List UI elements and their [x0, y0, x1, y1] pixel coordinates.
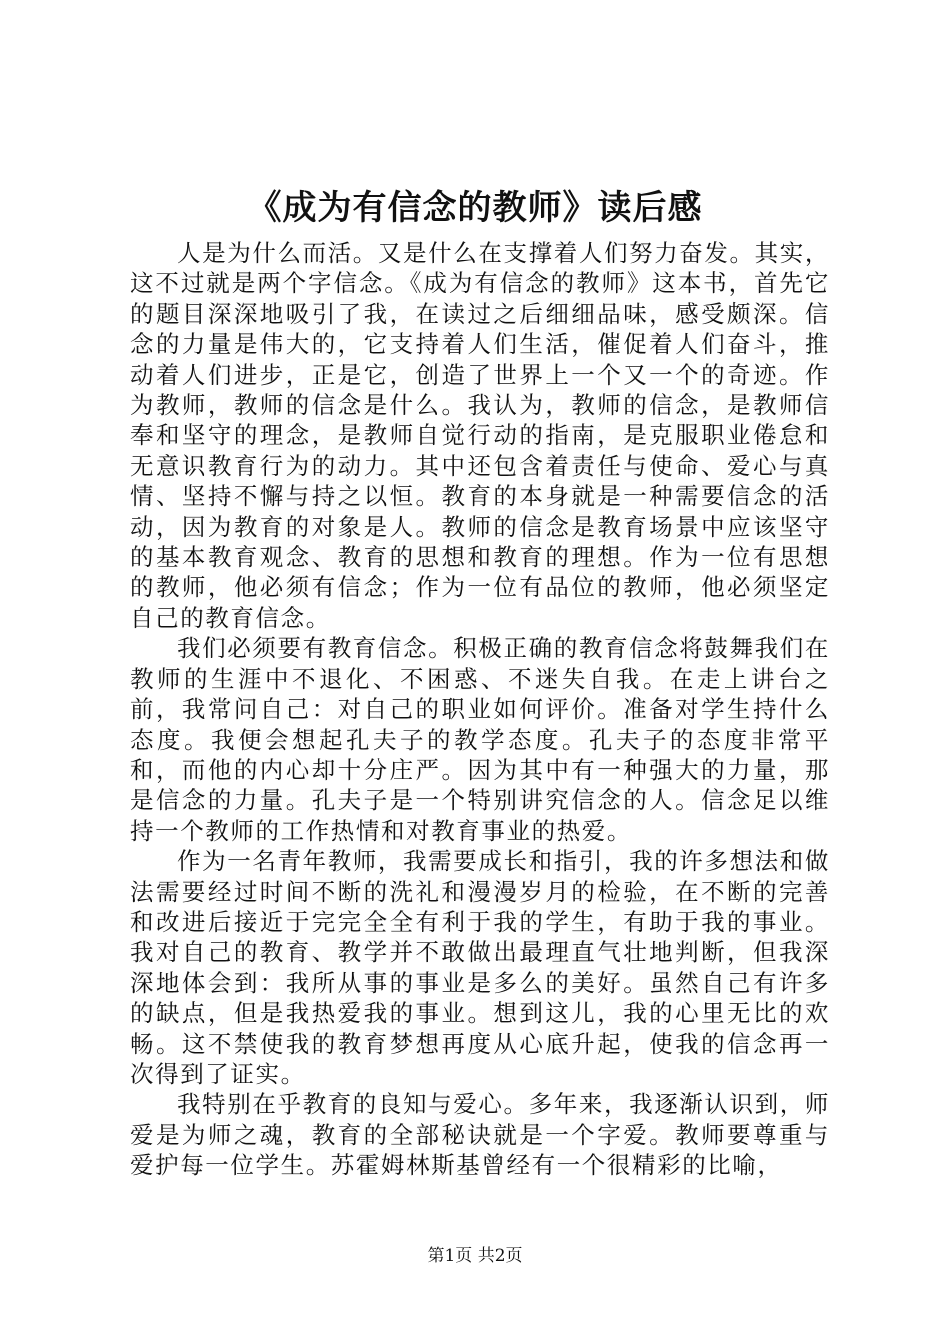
page-number-footer: 第1页 共2页 [427, 1246, 523, 1266]
document-body [130, 238, 830, 1181]
paragraph: 人是为什么而活。又是什么在支撑着人们努力奋发。其实，这不过就是两个字信念。《成为有信念的教师》这本书，首先它的题目深深地吸引了我，在读过之后细细品味，感受颇深。信念的力量是伟大的，它支持着人们生活，催促着人们奋斗，推动着人们进步，正是它，创造了世界上一个又一个的奇迹。作为教师，教师的信念是什么。我认为，教师的信念，是教师信奉和坚守的理念，是教师自觉行动的指南，是克服职业倦怠和无意识教育行为的动力。其中还包含着责任与使命、爱心与真情、坚持不懈与持之以恒。教育的本身就是一种需要信念的活动，因为教育的对象是人。教师的信念是教育场景中应该坚守的基本教育观念、教育的思想和教育的理想。作为一位有思想的教师，他必须有信念；作为一位有品位的教师，他必须坚定自己的教育信念。 [130, 239, 830, 632]
document-title: 《成为有信念的教师》读后感 [247, 188, 703, 228]
paragraph: 我们必须要有教育信念。积极正确的教育信念将鼓舞我们在教师的生涯中不退化、不困惑、不迷失自我。在走上讲台之前，我常问自己：对自己的职业如何评价。准备对学生持什么态度。我便会想起孔夫子的教学态度。孔夫子的态度非常平和，而他的内心却十分庄严。因为其中有一种强大的力量，那是信念的力量。孔夫子是一个特别讲究信念的人。信念足以维持一个教师的工作热情和对教育事业的热爱。 [130, 634, 830, 845]
paragraph: 作为一名青年教师，我需要成长和指引，我的许多想法和做法需要经过时间不断的洗礼和漫漫岁月的检验，在不断的完善和改进后接近于完完全全有利于我的学生，有助于我的事业。我对自己的教育、教学并不敢做出最理直气壮地判断，但我深深地体会到：我所从事的事业是多么的美好。虽然自己有许多的缺点，但是我热爱我的事业。想到这儿，我的心里无比的欢畅。这不禁使我的教育梦想再度从心底升起，使我的信念再一次得到了证实。 [130, 847, 830, 1088]
paragraph: 我特别在乎教育的良知与爱心。多年来，我逐渐认识到，师爱是为师之魂，教育的全部秘诀就是一个字爱。教师要尊重与爱护每一位学生。苏霍姆林斯基曾经有一个很精彩的比喻， [130, 1090, 830, 1180]
